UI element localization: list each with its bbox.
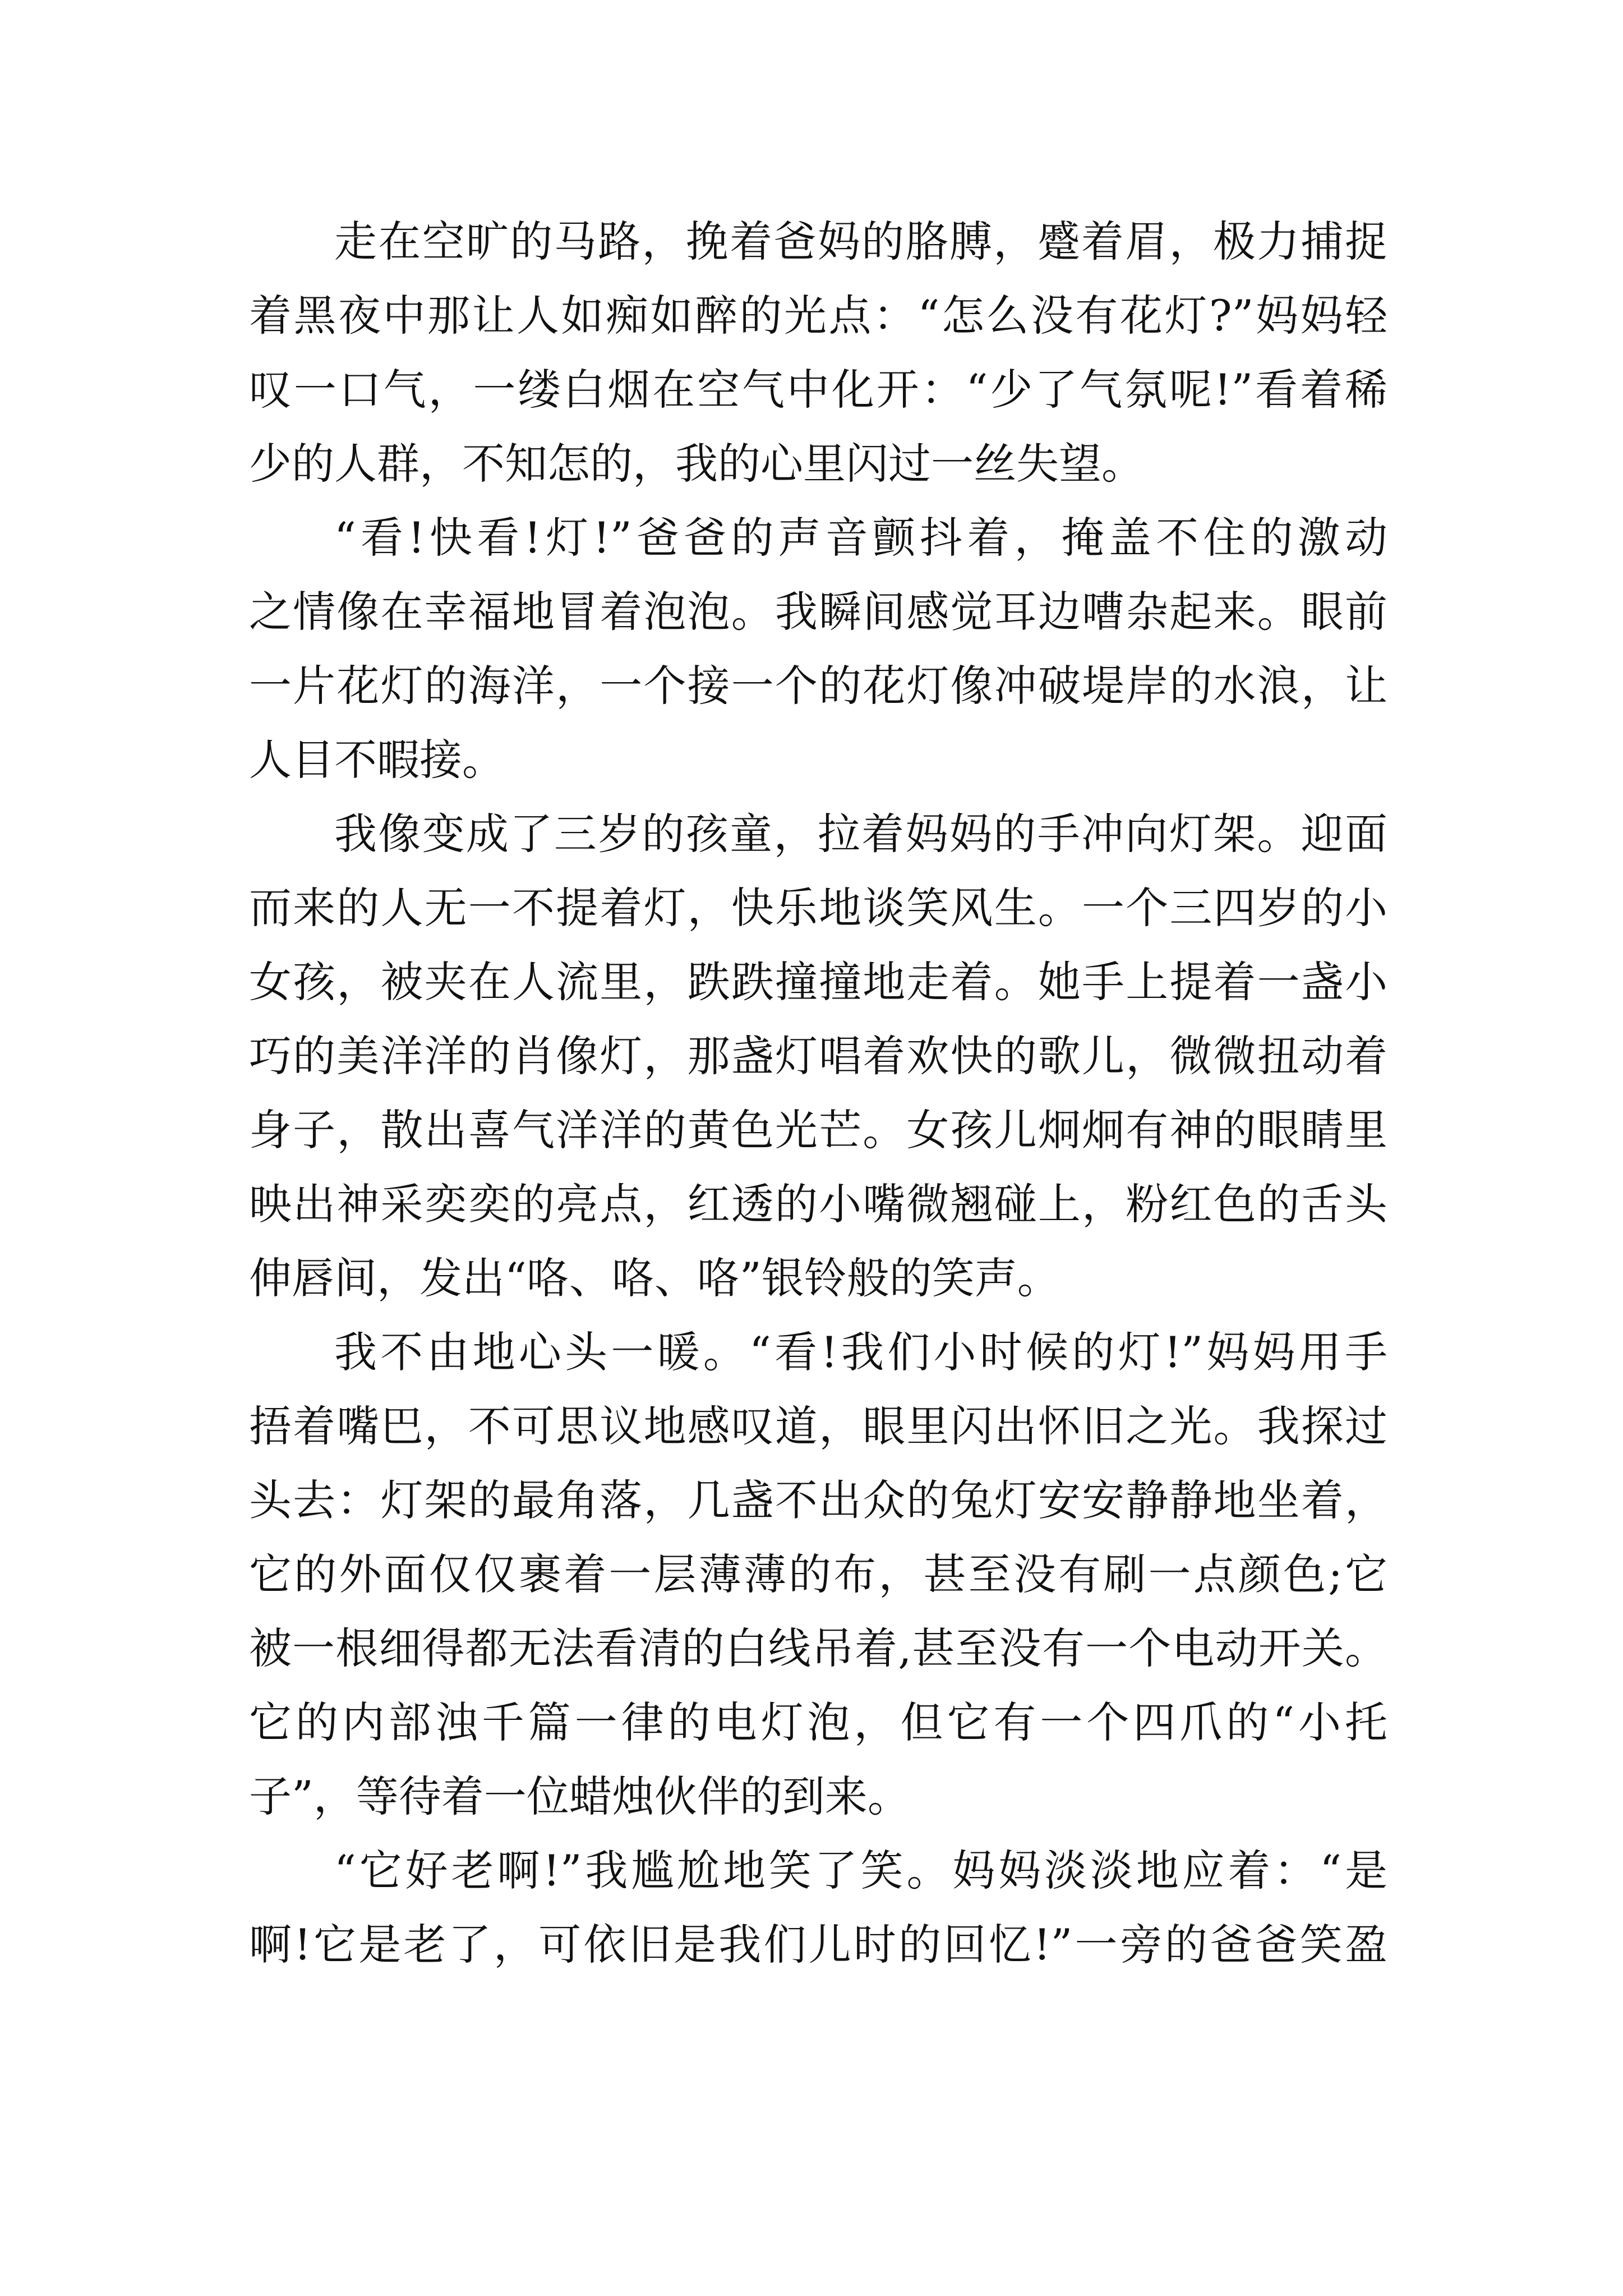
- text-line: 叹一口气，一缕白烟在空气中化开：“少了气氛呢!”看着稀: [249, 365, 1387, 415]
- text-line: 它的外面仅仅裹着一层薄薄的布，甚至没有刷一点颜色;它: [249, 1549, 1387, 1599]
- text-line: 身子，散出喜气洋洋的黄色光芒。女孩儿炯炯有神的眼睛里: [249, 1105, 1387, 1155]
- text-line: 头去：灯架的最角落，几盏不出众的兔灯安安静静地坐着，: [249, 1475, 1387, 1525]
- text-line: “看!快看!灯!”爸爸的声音颤抖着，掩盖不住的激动: [334, 513, 1387, 563]
- text-line: 少的人群，不知怎的，我的心里闪过一丝失望。: [249, 439, 1144, 489]
- text-line: 之情像在幸福地冒着泡泡。我瞬间感觉耳边嘈杂起来。眼前: [249, 587, 1387, 637]
- text-line: “它好老啊!”我尴尬地笑了笑。妈妈淡淡地应着：“是: [334, 1846, 1387, 1895]
- text-line: 一片花灯的海洋，一个接一个的花灯像冲破堤岸的水浪，让: [249, 661, 1387, 711]
- text-line: 着黑夜中那让人如痴如醉的光点：“怎么没有花灯?”妈妈轻: [249, 291, 1387, 341]
- text-line: 巧的美洋洋的肖像灯，那盏灯唱着欢快的歌儿，微微扭动着: [249, 1031, 1387, 1081]
- text-line: 捂着嘴巴，不可思议地感叹道，眼里闪出怀旧之光。我探过: [249, 1401, 1387, 1451]
- document-body: [249, 205, 1387, 1982]
- text-line: 而来的人无一不提着灯，快乐地谈笑风生。一个三四岁的小: [249, 883, 1387, 933]
- text-line: 走在空旷的马路，挽着爸妈的胳膊，蹙着眉，极力捕捉: [334, 217, 1387, 266]
- text-line: 被一根细得都无法看清的白线吊着,甚至没有一个电动开关。: [249, 1623, 1387, 1673]
- text-line: 我不由地心头一暖。“看!我们小时候的灯!”妈妈用手: [334, 1327, 1387, 1377]
- paragraph-1: [249, 205, 1387, 501]
- text-line: 它的内部浊千篇一律的电灯泡，但它有一个四爪的“小托: [249, 1697, 1387, 1747]
- text-line: 人目不暇接。: [249, 735, 505, 785]
- text-line: 子”，等待着一位蜡烛伙伴的到来。: [249, 1772, 910, 1821]
- paragraph-3: [249, 797, 1387, 1315]
- text-line: 映出神采奕奕的亮点，红透的小嘴微翘碰上，粉红色的舌头: [249, 1179, 1387, 1229]
- text-line: 女孩，被夹在人流里，跌跌撞撞地走着。她手上提着一盏小: [249, 957, 1387, 1007]
- text-line: 我像变成了三岁的孩童，拉着妈妈的手冲向灯架。迎面: [334, 809, 1387, 859]
- text-line: 伸唇间，发出“咯、咯、咯”银铃般的笑声。: [249, 1253, 1060, 1303]
- paragraph-5: [249, 1834, 1387, 1982]
- paragraph-2: [249, 501, 1387, 797]
- paragraph-4: [249, 1315, 1387, 1834]
- text-line: 啊!它是老了，可依旧是我们儿时的回忆!”一旁的爸爸笑盈: [249, 1920, 1387, 1970]
